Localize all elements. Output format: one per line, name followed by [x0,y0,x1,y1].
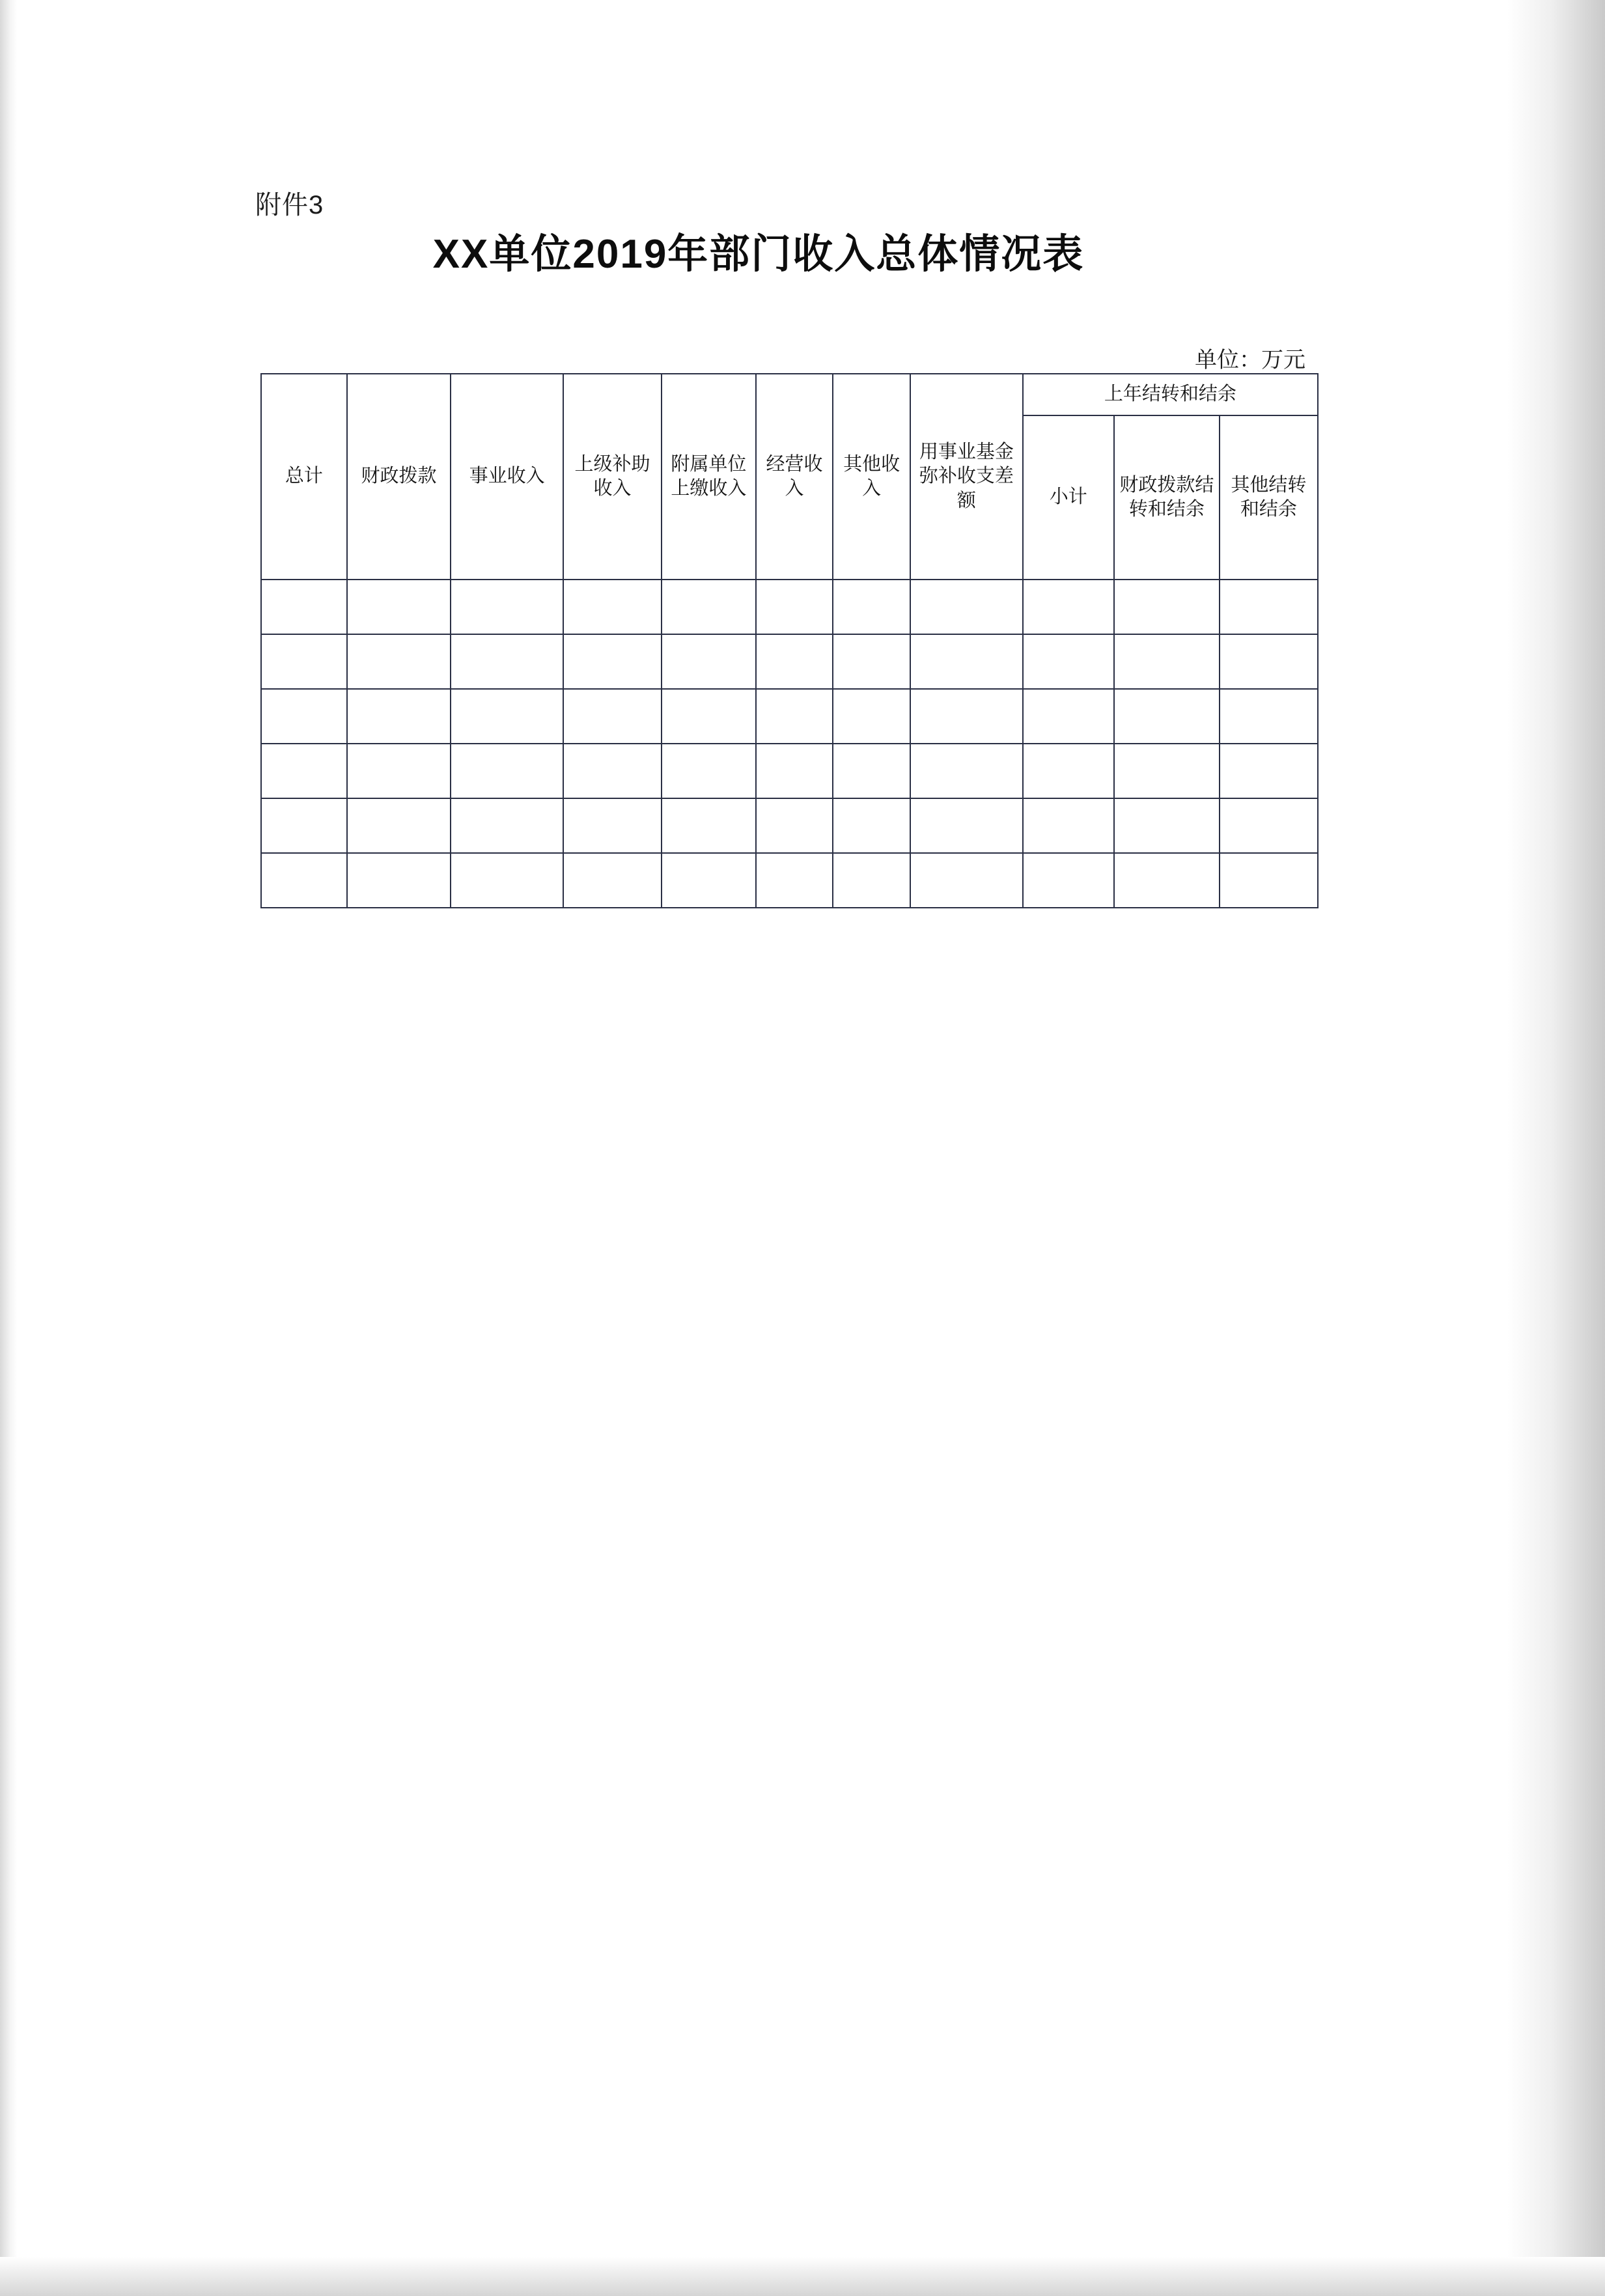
table-cell[interactable] [756,634,833,689]
table-cell[interactable] [833,798,910,853]
table-cell[interactable] [662,634,756,689]
col-header-carryover-subtotal: 小计 [1023,415,1114,580]
table-cell[interactable] [1220,580,1318,634]
col-header-business-income: 事业收入 [451,374,563,580]
table-cell[interactable] [1023,798,1114,853]
table-cell[interactable] [1220,689,1318,744]
table-head [261,374,1318,580]
table-cell[interactable] [1114,580,1220,634]
table-cell[interactable] [756,853,833,908]
table-cell[interactable] [833,744,910,798]
col-header-fund-offset: 用事业基金弥补收支差额 [910,374,1023,580]
table-cell[interactable] [833,634,910,689]
table-row [261,580,1318,634]
page-title: XX单位2019年部门收入总体情况表 [432,232,1085,277]
table-cell[interactable] [261,798,347,853]
table-cell[interactable] [261,580,347,634]
table-cell[interactable] [563,798,662,853]
table-cell[interactable] [662,744,756,798]
table-cell[interactable] [910,580,1023,634]
table-cell[interactable] [347,634,451,689]
table-cell[interactable] [563,853,662,908]
table-row [261,689,1318,744]
col-group-header-carryover: 上年结转和结余 [1023,374,1318,415]
table-cell[interactable] [347,689,451,744]
table-row [261,853,1318,908]
table-cell[interactable] [451,853,563,908]
col-header-carryover-other: 其他结转和结余 [1220,415,1318,580]
table-cell[interactable] [261,634,347,689]
table-cell[interactable] [563,634,662,689]
unit-note: 单位：万元 [1195,348,1305,372]
income-summary-table [260,373,1319,908]
col-header-total: 总计 [261,374,347,580]
table-cell[interactable] [451,580,563,634]
table-cell[interactable] [756,744,833,798]
table-cell[interactable] [451,634,563,689]
table-cell[interactable] [910,634,1023,689]
table-body [261,580,1318,908]
col-header-operating-income: 经营收入 [756,374,833,580]
table-cell[interactable] [1023,689,1114,744]
table-cell[interactable] [261,744,347,798]
attachment-label: 附件3 [255,191,324,219]
table-cell[interactable] [662,798,756,853]
table-cell[interactable] [563,744,662,798]
table-cell[interactable] [261,853,347,908]
table-cell[interactable] [347,744,451,798]
table-cell[interactable] [910,689,1023,744]
table-cell[interactable] [910,853,1023,908]
table-cell[interactable] [451,689,563,744]
table-cell[interactable] [347,580,451,634]
table-cell[interactable] [910,744,1023,798]
table-cell[interactable] [1114,744,1220,798]
table-cell[interactable] [1220,853,1318,908]
table-cell[interactable] [451,798,563,853]
table-cell[interactable] [1023,634,1114,689]
header-row-top [261,374,1318,415]
table-cell[interactable] [833,689,910,744]
table-cell[interactable] [1023,853,1114,908]
table-cell[interactable] [451,744,563,798]
table-cell[interactable] [833,580,910,634]
table-cell[interactable] [1023,744,1114,798]
col-header-affiliated-unit-income: 附属单位上缴收入 [662,374,756,580]
col-header-other-income: 其他收入 [833,374,910,580]
table-cell[interactable] [1114,798,1220,853]
table-cell[interactable] [1023,580,1114,634]
col-header-carryover-fiscal: 财政拨款结转和结余 [1114,415,1220,580]
col-header-fiscal-appropriation: 财政拨款 [347,374,451,580]
table-cell[interactable] [347,798,451,853]
table-cell[interactable] [563,580,662,634]
table-row [261,744,1318,798]
table-cell[interactable] [756,689,833,744]
table-cell[interactable] [662,689,756,744]
table-cell[interactable] [261,689,347,744]
table-cell[interactable] [910,798,1023,853]
table-cell[interactable] [1220,634,1318,689]
table-cell[interactable] [662,853,756,908]
table-cell[interactable] [1114,853,1220,908]
table-row [261,798,1318,853]
table-cell[interactable] [1114,634,1220,689]
table-cell[interactable] [1220,798,1318,853]
table-row [261,634,1318,689]
col-header-superior-subsidy-income: 上级补助收入 [563,374,662,580]
table-cell[interactable] [563,689,662,744]
table-cell[interactable] [1114,689,1220,744]
table-cell[interactable] [1220,744,1318,798]
table-cell[interactable] [662,580,756,634]
table-cell[interactable] [756,798,833,853]
table-cell[interactable] [833,853,910,908]
table-cell[interactable] [347,853,451,908]
table-cell[interactable] [756,580,833,634]
